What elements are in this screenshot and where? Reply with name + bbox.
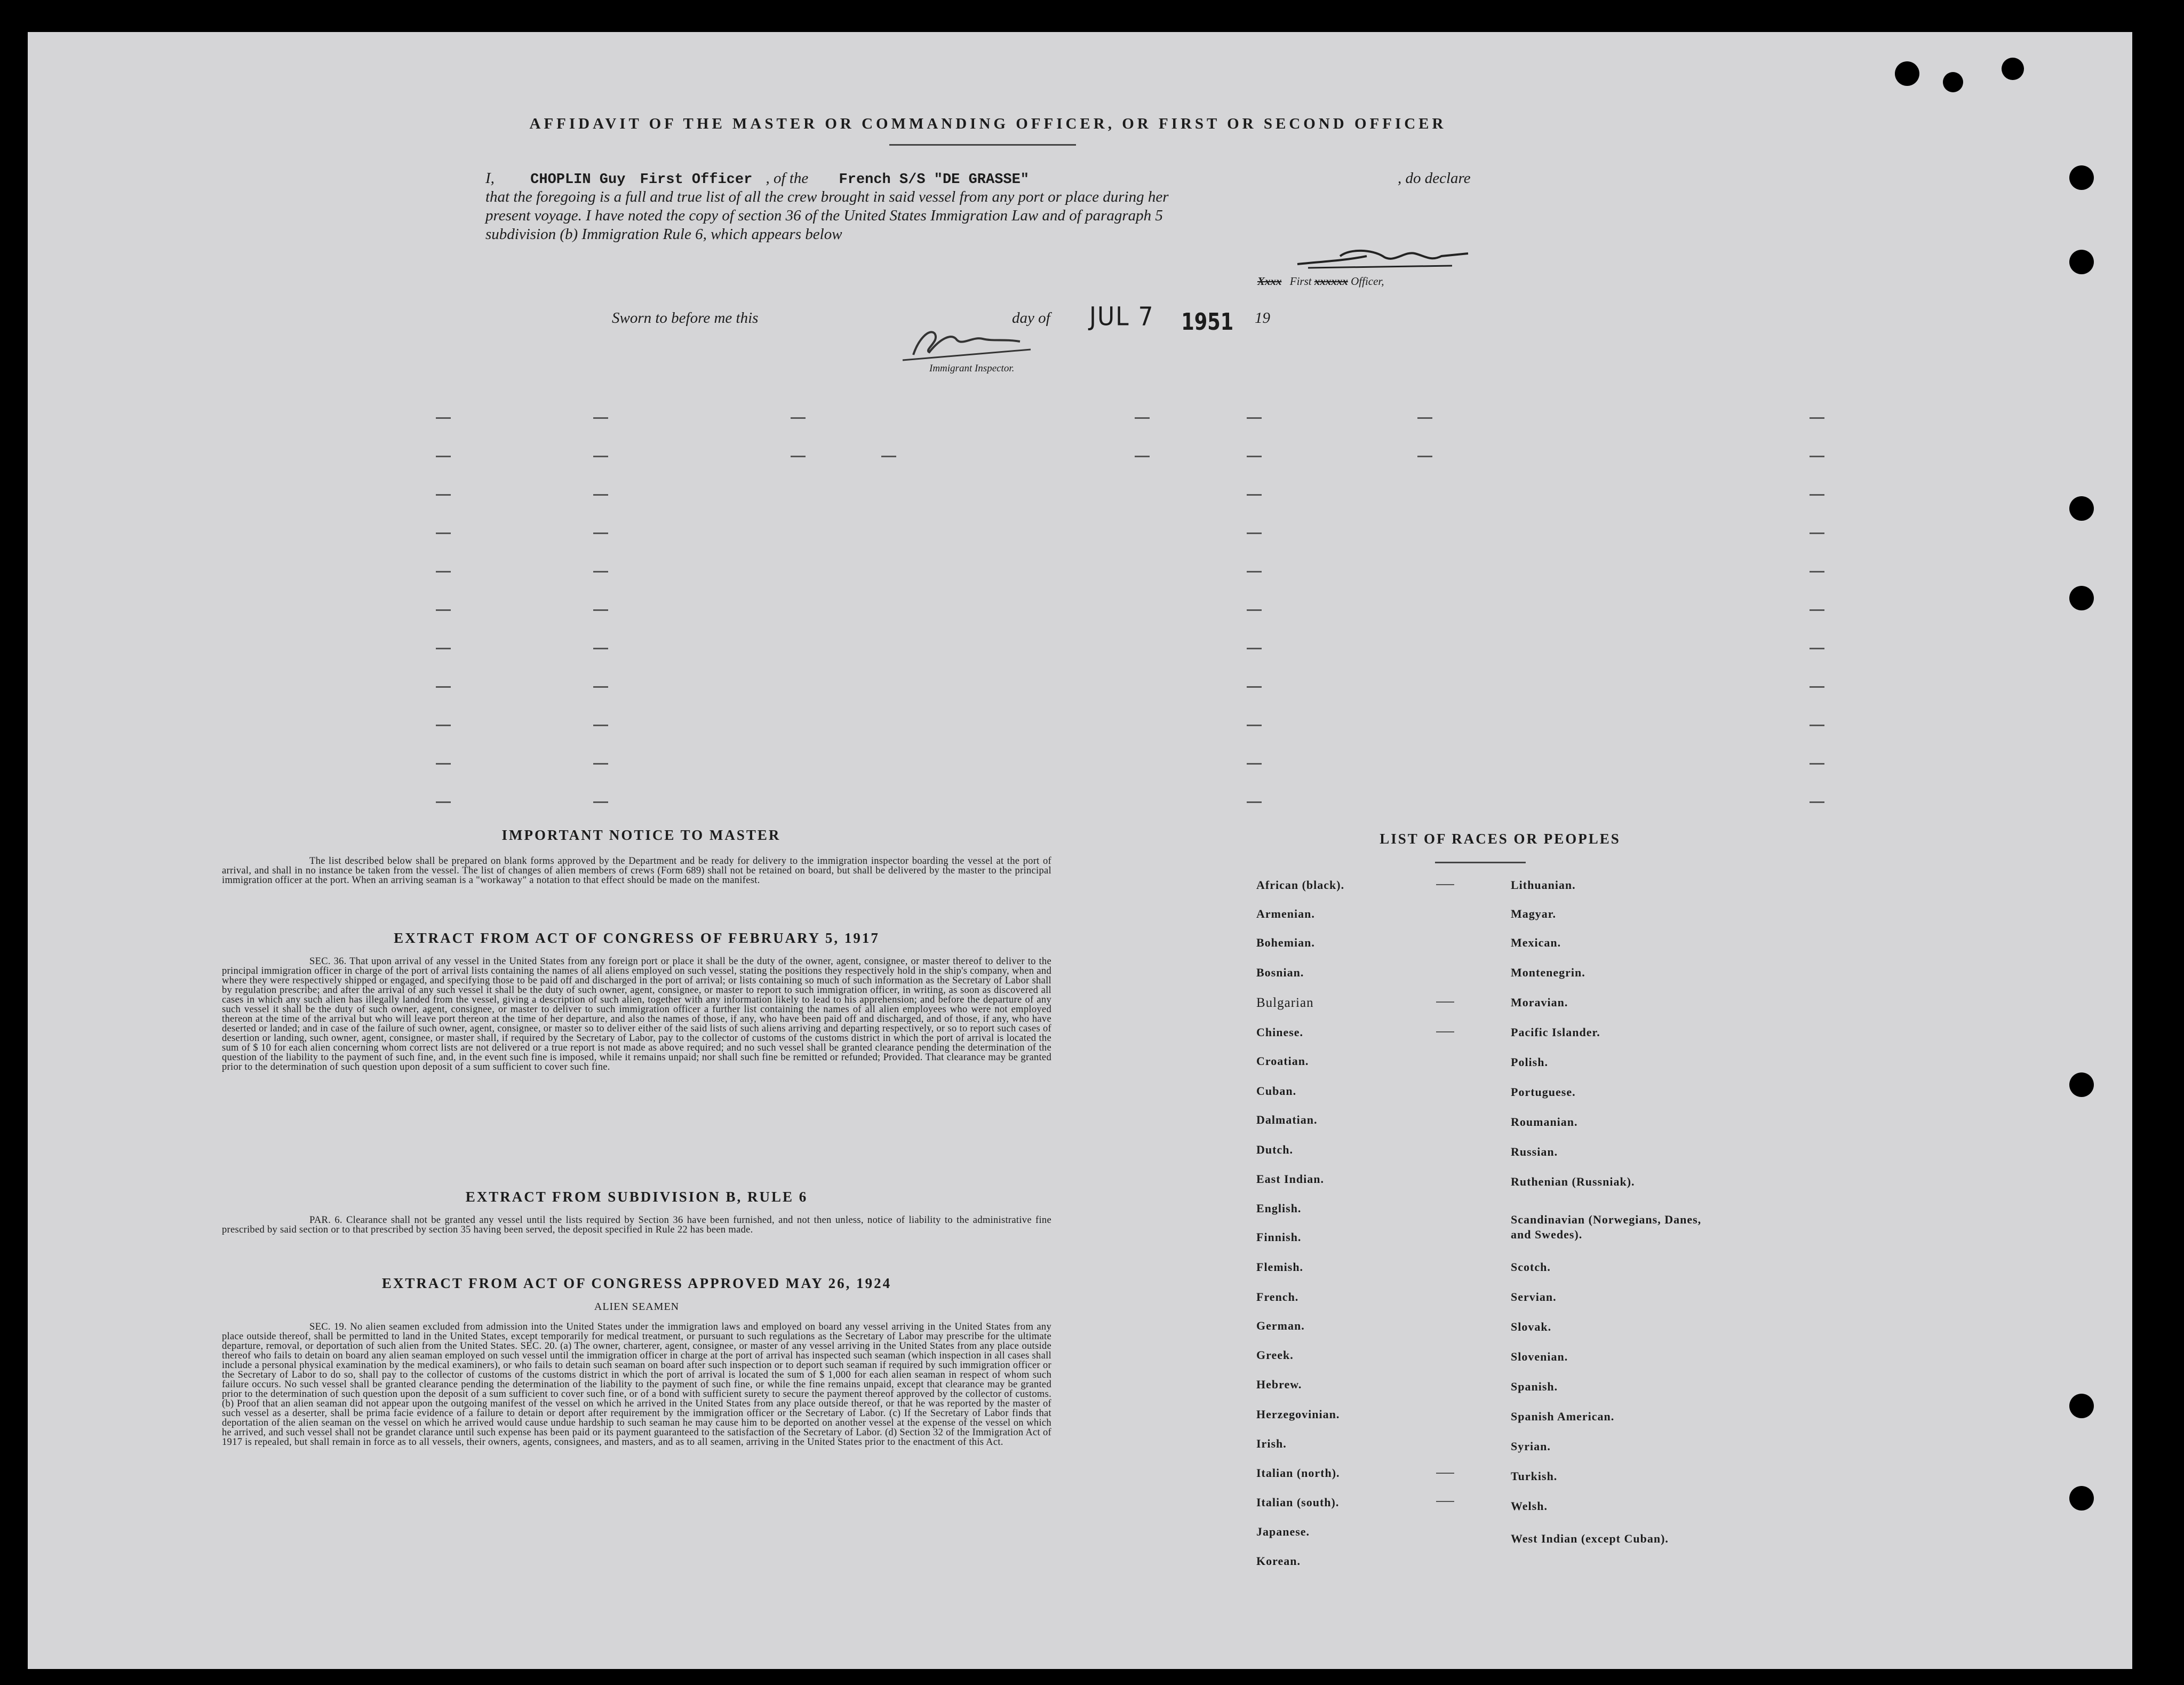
- race-right-6: Pacific Islander.: [1511, 1026, 1600, 1039]
- punch-hole: [2069, 496, 2094, 521]
- race-left-21: Italian (north).: [1256, 1466, 1340, 1480]
- race-left-5: Bulgarian: [1256, 996, 1314, 1010]
- races-heading: LIST OF RACES OR PEOPLES: [1380, 831, 1621, 847]
- table-mark: [1135, 456, 1150, 457]
- table-mark: [1810, 494, 1824, 496]
- affidavit-i: I,: [485, 170, 495, 187]
- table-mark: [1247, 456, 1262, 457]
- punch-hole: [2069, 1486, 2094, 1511]
- inspector-signature: [892, 317, 1063, 365]
- table-mark: [436, 801, 451, 803]
- extract-1917-heading: EXTRACT FROM ACT OF CONGRESS OF FEBRUARY 5, 1917: [394, 930, 880, 946]
- inspector-label: Immigrant Inspector.: [929, 363, 1015, 374]
- race-right-4: Montenegrin.: [1511, 966, 1585, 979]
- table-mark: [1810, 532, 1824, 534]
- race-left-11: East Indian.: [1256, 1172, 1324, 1186]
- date-stamp-year: 1951: [1181, 308, 1234, 336]
- race-divider-mark: [1436, 1002, 1454, 1003]
- table-mark: [1810, 763, 1824, 765]
- table-mark: [593, 648, 608, 649]
- table-mark: [1247, 725, 1262, 726]
- table-mark: [1247, 609, 1262, 611]
- punch-hole: [2069, 1394, 2094, 1418]
- extract-1924-subheading: ALIEN SEAMEN: [594, 1301, 680, 1313]
- race-right-22: West Indian (except Cuban).: [1511, 1532, 1669, 1545]
- race-right-8: Portuguese.: [1511, 1085, 1576, 1099]
- table-mark: [593, 417, 608, 419]
- table-mark: [1247, 494, 1262, 496]
- race-left-9: Dalmatian.: [1256, 1113, 1318, 1126]
- table-mark: [436, 648, 451, 649]
- race-left-15: French.: [1256, 1290, 1299, 1304]
- table-mark: [593, 494, 608, 496]
- table-mark: [436, 532, 451, 534]
- document-page: [28, 32, 2132, 1669]
- date-stamp-month-day: JUL 7: [1089, 301, 1154, 332]
- race-right-18: Spanish American.: [1511, 1410, 1615, 1423]
- race-right-17: Spanish.: [1511, 1380, 1558, 1393]
- punch-hole: [2069, 250, 2094, 274]
- affidavit-line-1: [485, 170, 1499, 188]
- race-right-11: Ruthenian (Russniak).: [1511, 1175, 1635, 1188]
- affidavit-of-the: , of the: [766, 170, 809, 187]
- affidavit-line-4: subdivision (b) Immigration Rule 6, which appears below: [485, 226, 842, 243]
- table-mark: [881, 456, 896, 457]
- extract-rule6-heading: EXTRACT FROM SUBDIVISION B, RULE 6: [465, 1189, 808, 1205]
- table-mark: [593, 725, 608, 726]
- affidavit-line-2: that the foregoing is a full and true list of all the crew brought in said vessel from any port or place during her: [485, 188, 1169, 205]
- race-left-18: Hebrew.: [1256, 1378, 1302, 1391]
- punch-hole: [2069, 586, 2094, 610]
- table-mark: [593, 609, 608, 611]
- table-mark: [1135, 417, 1150, 419]
- table-mark: [1810, 456, 1824, 457]
- table-mark: [1810, 609, 1824, 611]
- table-mark: [1247, 763, 1262, 765]
- table-mark: [791, 417, 806, 419]
- race-divider-mark: [1436, 884, 1454, 885]
- table-mark: [1810, 725, 1824, 726]
- race-left-10: Dutch.: [1256, 1143, 1293, 1156]
- race-right-5: Moravian.: [1511, 996, 1568, 1009]
- race-left-19: Herzegovinian.: [1256, 1408, 1340, 1421]
- race-right-2: Magyar.: [1511, 907, 1557, 920]
- table-mark: [436, 494, 451, 496]
- officer-signature: [1292, 240, 1495, 277]
- table-mark: [436, 456, 451, 457]
- table-mark: [1247, 686, 1262, 688]
- table-mark: [1247, 801, 1262, 803]
- officer-title-first: First: [1289, 275, 1312, 288]
- race-left-8: Cuban.: [1256, 1084, 1297, 1098]
- table-mark: [593, 571, 608, 573]
- race-right-15: Slovak.: [1511, 1320, 1552, 1333]
- extract-rule6-body: PAR. 6. Clearance shall not be granted any vessel until the lists required by Section 36 have been furnished, and not then unless, notice of liability to the administrative fine prescribed by said section or to that prescribed by section 35 having been served, the deposit specified in Rule 22 has been made.: [222, 1215, 1051, 1235]
- table-mark: [1810, 417, 1824, 419]
- officer-rank-typed: First Officer: [640, 172, 753, 188]
- race-right-10: Russian.: [1511, 1145, 1558, 1158]
- race-left-24: Korean.: [1256, 1554, 1301, 1568]
- table-mark: [436, 763, 451, 765]
- table-mark: [1810, 801, 1824, 803]
- officer-title-struck-2: xxxxxx: [1314, 275, 1348, 288]
- table-mark: [1247, 571, 1262, 573]
- race-left-23: Japanese.: [1256, 1525, 1310, 1538]
- punch-hole: [1895, 61, 1919, 86]
- race-right-9: Roumanian.: [1511, 1115, 1578, 1128]
- race-right-20: Turkish.: [1511, 1469, 1558, 1483]
- race-right-12: Scandinavian (Norwegians, Danes, and Swedes).: [1511, 1213, 1702, 1241]
- race-left-2: Armenian.: [1256, 907, 1315, 920]
- race-right-14: Servian.: [1511, 1290, 1557, 1304]
- table-mark: [1810, 571, 1824, 573]
- affidavit-title: AFFIDAVIT OF THE MASTER OR COMMANDING OFFICER, OR FIRST OR SECOND OFFICER: [529, 115, 1447, 132]
- table-mark: [1247, 648, 1262, 649]
- officer-name: CHOPLIN Guy: [530, 172, 626, 188]
- table-mark: [593, 686, 608, 688]
- sworn-day-of: day of: [1012, 309, 1050, 327]
- race-right-7: Polish.: [1511, 1055, 1548, 1069]
- races-heading-underline: [1435, 862, 1526, 863]
- race-divider-mark: [1436, 1031, 1454, 1032]
- affidavit-line-3: present voyage. I have noted the copy of section 36 of the United States Immigration Law and of paragraph 5: [485, 207, 1163, 224]
- punch-hole: [2002, 58, 2024, 80]
- race-right-3: Mexican.: [1511, 936, 1561, 949]
- table-mark: [1247, 417, 1262, 419]
- important-notice-heading: IMPORTANT NOTICE TO MASTER: [501, 827, 781, 843]
- table-mark: [593, 456, 608, 457]
- table-mark: [1810, 686, 1824, 688]
- table-mark: [436, 571, 451, 573]
- race-right-1: Lithuanian.: [1511, 878, 1576, 892]
- vessel-name: French S/S "DE GRASSE": [839, 172, 1030, 188]
- race-left-17: Greek.: [1256, 1348, 1294, 1362]
- table-mark: [436, 609, 451, 611]
- table-mark: [436, 725, 451, 726]
- sworn-nineteen: 19: [1255, 309, 1270, 327]
- table-mark: [436, 686, 451, 688]
- punch-hole: [2069, 165, 2094, 190]
- officer-title-struck-1: Xxxx: [1257, 275, 1282, 288]
- race-right-13: Scotch.: [1511, 1260, 1551, 1274]
- affidavit-do-declare: , do declare: [1398, 170, 1471, 187]
- race-divider-mark: [1436, 1501, 1454, 1502]
- race-left-4: Bosnian.: [1256, 966, 1304, 979]
- officer-title-officer: Officer,: [1351, 275, 1384, 288]
- table-mark: [593, 532, 608, 534]
- important-notice-body: The list described below shall be prepared on blank forms approved by the Department and be ready for delivery to the immigration inspector boarding the vessel at the port of arrival, and shall in no instance be taken from the vessel. The list of changes of alien members of crews (Form 689) shall not be retained on board, but shall be delivered by the master to the principal immigration officer at the port. When an arriving seaman is a "workaway" a notation to that effect should be made on the manifest.: [222, 856, 1051, 886]
- race-left-13: Finnish.: [1256, 1230, 1302, 1244]
- race-left-3: Bohemian.: [1256, 936, 1315, 949]
- race-right-19: Syrian.: [1511, 1440, 1551, 1453]
- table-mark: [593, 763, 608, 765]
- table-mark: [436, 417, 451, 419]
- race-left-14: Flemish.: [1256, 1260, 1304, 1274]
- table-mark: [593, 801, 608, 803]
- race-right-16: Slovenian.: [1511, 1350, 1568, 1363]
- extract-1924-heading: EXTRACT FROM ACT OF CONGRESS APPROVED MAY 26, 1924: [381, 1275, 892, 1291]
- extract-1917-body: SEC. 36. That upon arrival of any vessel in the United States from any foreign port or place it shall be the duty of the owner, agent, consignee, or master thereof to deliver to the principal immigration officer in charge of the port of arrival lists containing the names of all aliens employed on such vessel, stating the positions they respectively hold in the ship's company, when and where they were respectively shipped or engaged, and specifying those to be paid off and discharged in the port of arrival; or lists containing so much of such information as the Secretary of Labor shall by regulation prescribe; and after the arrival of any such vessel it shall be the duty of such owner, agent, consignee, or master to report to such immigration officer, in writing, as soon as discovered all cases in which any such alien has illegally landed from the vessel, giving a description of such alien, together with any information likely to lead to his apprehension; and before the departure of any such vessel it shall be the duty of such owner, agent, consignee, or master to deliver to such immigration officer a further list containing the names of all alien employees who were not employed thereon at the time of the arrival but who will leave port thereon at the time of her departure, and also the names of those, if any, who have been paid off and discharged, and of those, if any, who have deserted or landed; and in case of the failure of such owner, agent, consignee, or master so to deliver either of the said lists of such aliens arriving and departing respectively, or so to report such cases of desertion or landing, such owner, agent, consignee, or master shall, if required by the Secretary of Labor, pay to the collector of customs of the customs district in which the port of arrival is located the sum of $ 10 for each alien concerning whom correct lists are not delivered or a true report is not made as above required; and no such vessel shall be granted clearance pending the determination of the question of the liability to the payment of such fine, and, in the event such fine is imposed, while it remains unpaid; nor shall such fine be remitted or refunded; Provided. That clearance may be granted prior to the determination of such question upon deposit of a sum sufficient to cover such fine.: [222, 956, 1051, 1072]
- race-left-12: English.: [1256, 1202, 1302, 1215]
- title-underline: [889, 144, 1076, 146]
- table-mark: [1417, 417, 1432, 419]
- table-mark: [1247, 532, 1262, 534]
- table-mark: [1810, 648, 1824, 649]
- race-left-16: German.: [1256, 1319, 1305, 1332]
- officer-title-line: [1257, 275, 1384, 288]
- race-left-22: Italian (south).: [1256, 1496, 1340, 1509]
- race-left-6: Chinese.: [1256, 1026, 1304, 1039]
- race-left-1: African (black).: [1256, 878, 1345, 892]
- extract-1924-body: SEC. 19. No alien seamen excluded from admission into the United States under the immigration laws and employed on board any vessel arriving in the United States from any place outside thereof, shall be permitted to land in the United States, except temporarily for medical treatment, or pursuant to such regulations as the Secretary of Labor may prescribe for the ultimate departure, removal, or deportation of such alien from the United States. SEC. 20. (a) The owner, charterer, agent, consignee, or master of any vessel arriving in the United States from any place outside thereof who fails to detain on board any alien seaman employed on such vessel until the immigration officer in charge at the port of arrival has inspected such seaman (which inspection in all cases shall include a personal physical examination by the medical examiners), or who fails to detain such seaman on board after such inspection or to deport such seaman if required by such immigration officer or the Secretary of Labor to do so, shall pay to the collector of customs of the customs district in which the port of arrival is located the sum of $ 1,000 for each alien seaman in respect of whom such failure occurs. No such vessel shall be granted clearance pending the determination of the liability to the payment of such fine, or while the fine remains unpaid, except that clearance may be granted prior to the determination of such question upon the deposit of a sum sufficient to cover such fine, or of a bond with sufficient surety to secure the payment thereof approved by the collector of customs. (b) Proof that an alien seaman did not appear upon the outgoing manifest of the vessel on which he arrived in the United States from any place outside thereof, or that he was reported by the master of such vessel as a deserter, shall be prima facie evidence of a failure to detain or deport after requirement by the immigration officer or the Secretary of Labor. (c) If the Secretary of Labor finds that deportation of the alien seaman on the vessel on which he arrived would cause undue hardship to such seaman he may cause him to be deported on another vessel at the expense of the vessel on which he arrived, and such vessel shall not be grandet clarance until such expense has been paid or its payment guaranteed to the satisfaction of the Secretary of Labor. (d) Section 32 of the Immigration Act of 1917 is repealed, but shall remain in force as to all vessels, their owners, agents, consignees, and masters, and as to all seamen, arriving in the United States prior to the enactment of this Act.: [222, 1322, 1051, 1448]
- race-right-21: Welsh.: [1511, 1499, 1548, 1513]
- punch-hole: [2069, 1072, 2094, 1097]
- table-mark: [1417, 456, 1432, 457]
- race-left-7: Croatian.: [1256, 1054, 1309, 1068]
- race-divider-mark: [1436, 1473, 1454, 1474]
- punch-hole: [1943, 72, 1963, 92]
- table-mark: [791, 456, 806, 457]
- sworn-text: Sworn to before me this: [612, 309, 759, 327]
- race-left-20: Irish.: [1256, 1437, 1287, 1450]
